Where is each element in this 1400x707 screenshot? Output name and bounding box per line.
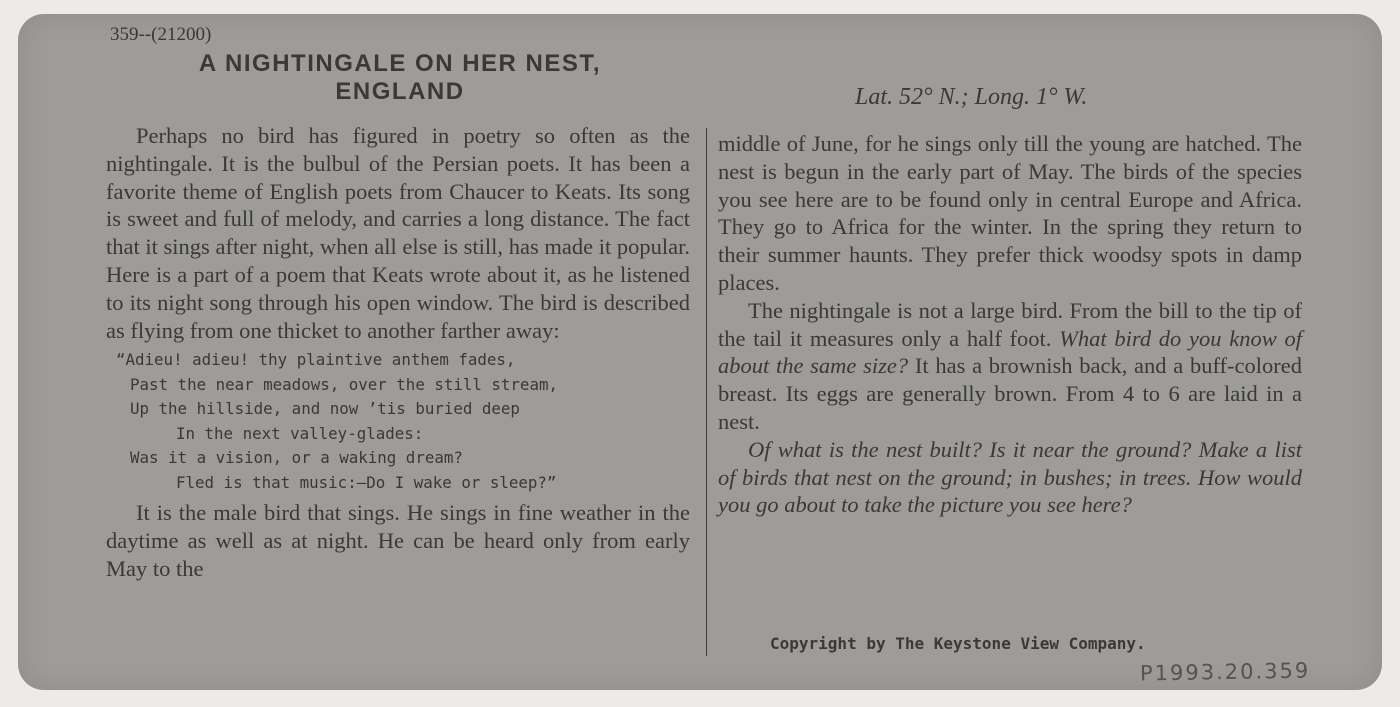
- left-paragraph-1: Perhaps no bird has figured in poetry so often as the nightingale. It is the bulbul of the Persian poets. It has been a favorite theme of English poets from Chaucer to Keats. Its song is sweet and full of melody, and carries a long distance. The fact that it sings after night, when all else is still, has made it popular. Here is a part of a poem that Keats wrote about it, as he listened to its night song through his open window. The bird is described as flying from one thicket to another farther away:: [106, 123, 690, 343]
- poem-line: Past the near meadows, over the still stream,: [130, 374, 558, 394]
- accession-number: P1993.20.359: [1139, 658, 1311, 686]
- title-line-2: ENGLAND: [335, 78, 465, 105]
- appearance-fact: It has a brownish back, and a buff-colored breast. Its eggs are generally brown. From 4 to 6 are laid in a nest.: [718, 353, 1303, 434]
- card-title: [110, 50, 690, 106]
- size-question: What bird do you know of about the same size?: [718, 325, 1302, 379]
- poem-line: In the next valley-glades:: [176, 423, 424, 443]
- lat-long: Lat. 52° N.; Long. 1° W.: [855, 84, 1088, 110]
- size-fact: The nightingale is not a large bird. From the bill to the tip of the tail it measures only a half foot.: [718, 297, 1302, 351]
- column-divider: [706, 128, 707, 656]
- poem-line: Fled is that music:—Do I wake or sleep?”: [176, 472, 557, 492]
- title-line-1: A NIGHTINGALE ON HER NEST,: [198, 50, 602, 77]
- poem-line: Was it a vision, or a waking dream?: [130, 448, 463, 468]
- right-paragraph-3: Of what is the nest built? Is it near the ground? Make a list of birds that nest on the ground; in bushes; in trees. How would you go about to take the picture you see here?: [718, 436, 1302, 518]
- poem-line: Up the hillside, and now ’tis buried deep: [130, 399, 520, 419]
- left-paragraph-2: It is the male bird that sings. He sings in fine weather in the daytime as well as at night. He can be heard only from early May to the: [106, 500, 690, 581]
- catalog-number: 359--(21200): [110, 24, 212, 45]
- right-column: [718, 130, 1302, 519]
- left-column: [106, 122, 690, 583]
- right-paragraph-1: middle of June, for he sings only till the young are hatched. The nest is begun in the early part of May. The birds of the species you see here are to be found only in central Europe and Africa. They go to Africa for the winter. In the spring they return to their summer haunts. They prefer thick woodsy spots in damp places.: [718, 131, 1302, 295]
- keats-poem: [106, 348, 690, 495]
- copyright-line: Copyright by The Keystone View Company.: [770, 634, 1146, 653]
- poem-line: “Adieu! adieu! thy plaintive anthem fades,: [116, 350, 516, 370]
- right-paragraph-2: [718, 297, 1302, 436]
